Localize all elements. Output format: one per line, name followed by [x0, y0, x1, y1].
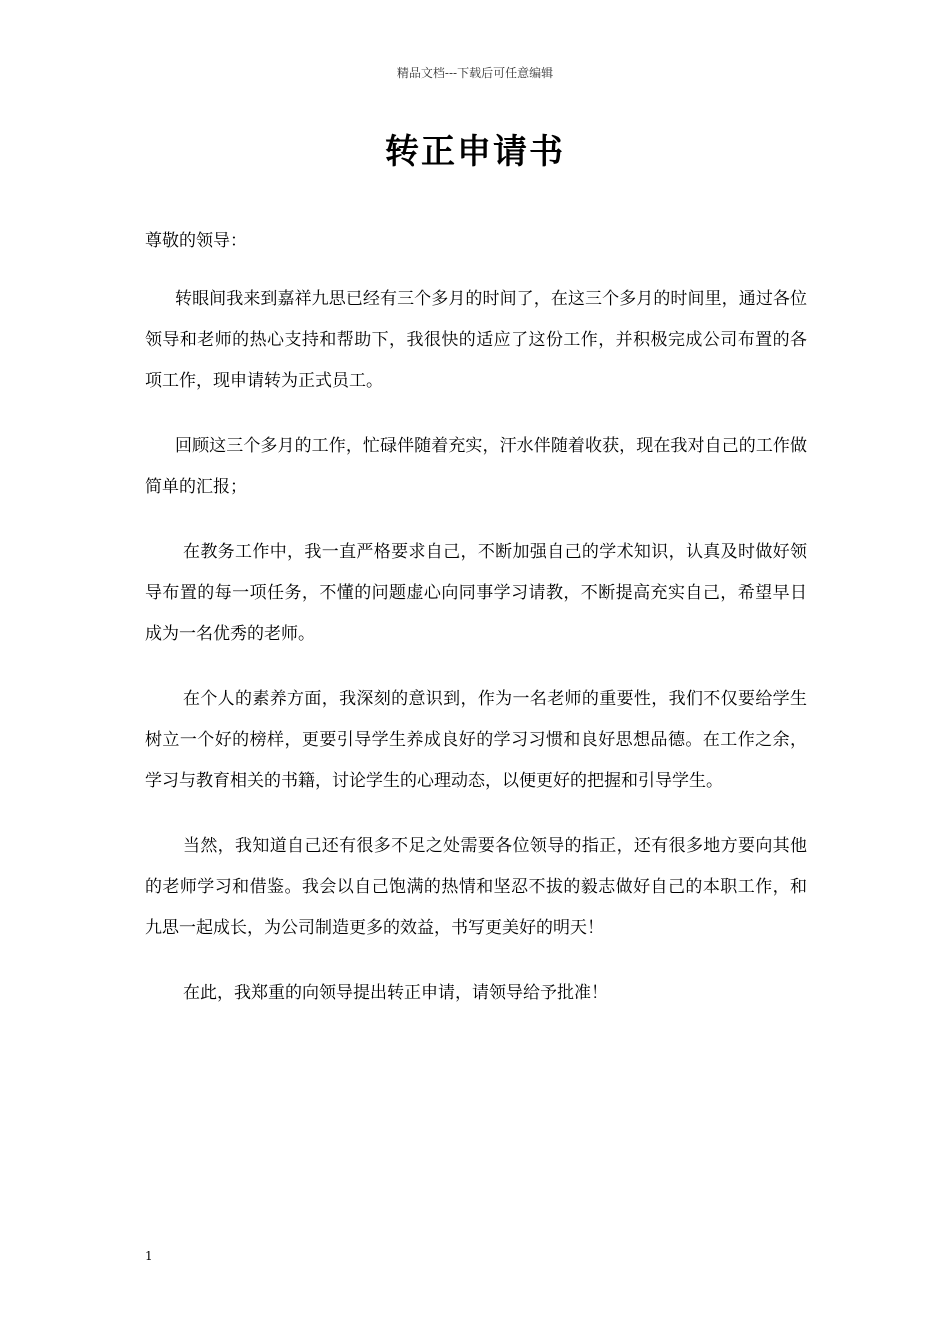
paragraph-intro: 转眼间我来到嘉祥九思已经有三个多月的时间了，在这三个多月的时间里，通过各位领导和老师的热心支持和帮助下，我很快的适应了这份工作，并积极完成公司布置的各项工作，现申请转为正式员工。: [145, 289, 807, 391]
paragraph-shortcomings: 当然，我知道自己还有很多不足之处需要各位领导的指正，还有很多地方要向其他的老师学习和借鉴。我会以自己饱满的热情和坚忍不拔的毅志做好自己的本职工作，和九思一起成长，为公司制造更多的效益，书写更美好的明天！: [145, 836, 807, 938]
document-title: 转正申请书: [385, 132, 565, 172]
paragraph-academic-work: 在教务工作中，我一直严格要求自己，不断加强自己的学术知识，认真及时做好领导布置的每一项任务，不懂的问题虚心向同事学习请教，不断提高充实自己，希望早日成为一名优秀的老师。: [145, 542, 807, 644]
page-number: 1: [145, 1249, 153, 1263]
paragraph-review: 回顾这三个多月的工作，忙碌伴随着充实，汗水伴随着收获，现在我对自己的工作做简单的汇报；: [145, 436, 807, 497]
letter-body: [145, 279, 807, 1038]
header-note: 精品文档---下载后可任意编辑: [396, 66, 554, 80]
salutation: 尊敬的领导：: [145, 231, 247, 251]
paragraph-request: 在此，我郑重的向领导提出转正申请，请领导给予批准！: [183, 983, 608, 1003]
paragraph-personal-quality: 在个人的素养方面，我深刻的意识到，作为一名老师的重要性，我们不仅要给学生树立一个好的榜样，更要引导学生养成良好的学习习惯和良好思想品德。在工作之余，学习与教育相关的书籍，讨论学生的心理动态，以便更好的把握和引导学生。: [145, 689, 807, 791]
